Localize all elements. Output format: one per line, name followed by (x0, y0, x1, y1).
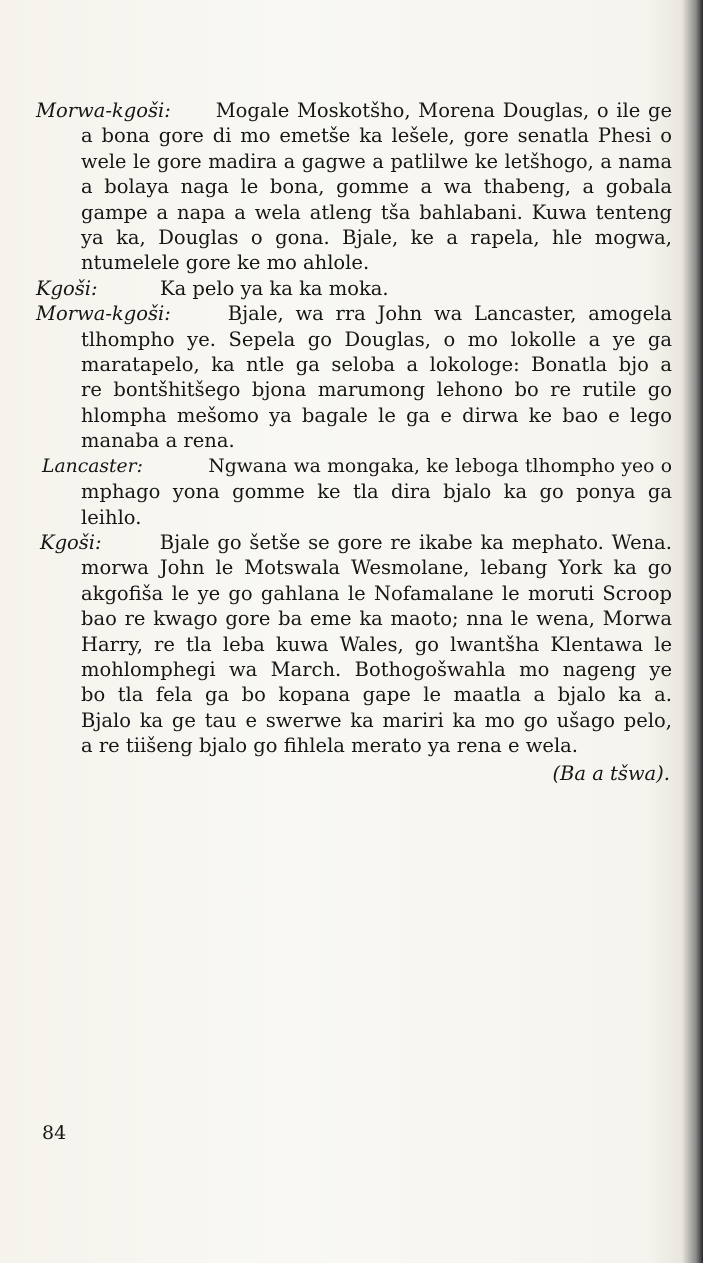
speaker-name: Kgoši: (36, 276, 98, 300)
speech-line: gampe a napa a wela atleng tša bahlabani. Kuwa tenteng (81, 200, 672, 224)
speech-line: a bolaya naga le bona, gomme a wa thabeng, a gobala (81, 175, 672, 199)
speech-block (36, 276, 672, 301)
speech-line: Ngwana wa mongaka, ke leboga tlhompho yeo o (208, 455, 672, 477)
speech-line: Ka pelo ya ka ka moka. (160, 276, 389, 300)
speech-line: leihlo. (81, 505, 142, 529)
speaker-name: Kgoši: (40, 530, 102, 554)
speech-block (36, 530, 672, 759)
speech-line: tlhompho ye. Sepela go Douglas, o mo lokolle a ye ga (81, 327, 672, 351)
speech-line: re bontšhitšego bjona marumong lehono bo re rutile go (81, 378, 672, 402)
speech-block (36, 98, 672, 276)
speech-line: mphago yona gomme ke tla dira bjalo ka go ponya ga (81, 480, 672, 504)
speaker-name: Lancaster: (42, 455, 143, 477)
speech-line: a bona gore di mo emetše ka lešele, gore senatla Phesi o (81, 124, 672, 148)
speech-line: ntumelele gore ke mo ahlole. (81, 251, 370, 275)
speech-block (36, 454, 672, 530)
speech-block (36, 301, 672, 453)
speech-line: a re tiišeng bjalo go fihlela merato ya rena e wela. (81, 734, 579, 758)
speaker-name: Morwa-kgoši: (36, 99, 171, 122)
speech-line: manaba a rena. (81, 429, 235, 453)
speech-line: Harry, re tla leba kuwa Wales, go lwantšha Klentawa le (81, 632, 672, 656)
speech-line: bao re kwago gore ba eme ka maoto; nna le wena, Morwa (81, 607, 672, 631)
speech-line: Mogale Moskotšho, Morena Douglas, o ile ge (215, 99, 672, 122)
speech-line: Bjale, wa rra John wa Lancaster, amogela (227, 302, 672, 326)
speech-line: bo tla fela ga bo kopana gape le maatla a bjalo ka a. (81, 683, 672, 707)
page-number: 84 (42, 1122, 67, 1144)
speech-line: akgofiša le ye go gahlana le Nofamalane le moruti Scroop (81, 581, 672, 605)
speech-line: Bjalo ka ge tau e swerwe ka mariri ka mo go ušago pelo, (81, 708, 672, 732)
speech-line: maratapelo, ka ntle ga seloba a lokologe: Bonatla bjo a (81, 353, 672, 377)
speech-line: hlompha mešomo ya bagale le ga e dirwa ke bao e lego (81, 403, 672, 427)
speech-line: wele le gore madira a gagwe a patlilwe ke letšhogo, a nama (81, 149, 672, 173)
speech-line: morwa John le Motswala Wesmolane, lebang York ka go (81, 556, 672, 580)
speech-line: ya ka, Douglas o gona. Bjale, ke a rapela, hle mogwa, (81, 226, 672, 250)
speech-line: Bjale go šetše se gore re ikabe ka mephato. Wena. (159, 530, 672, 554)
stage-direction: (Ba a tšwa). (552, 761, 670, 785)
speaker-name: Morwa-kgoši: (36, 302, 171, 326)
speech-line: mohlomphegi wa March. Bothogošwahla mo nageng ye (81, 657, 672, 681)
play-text (36, 98, 672, 786)
